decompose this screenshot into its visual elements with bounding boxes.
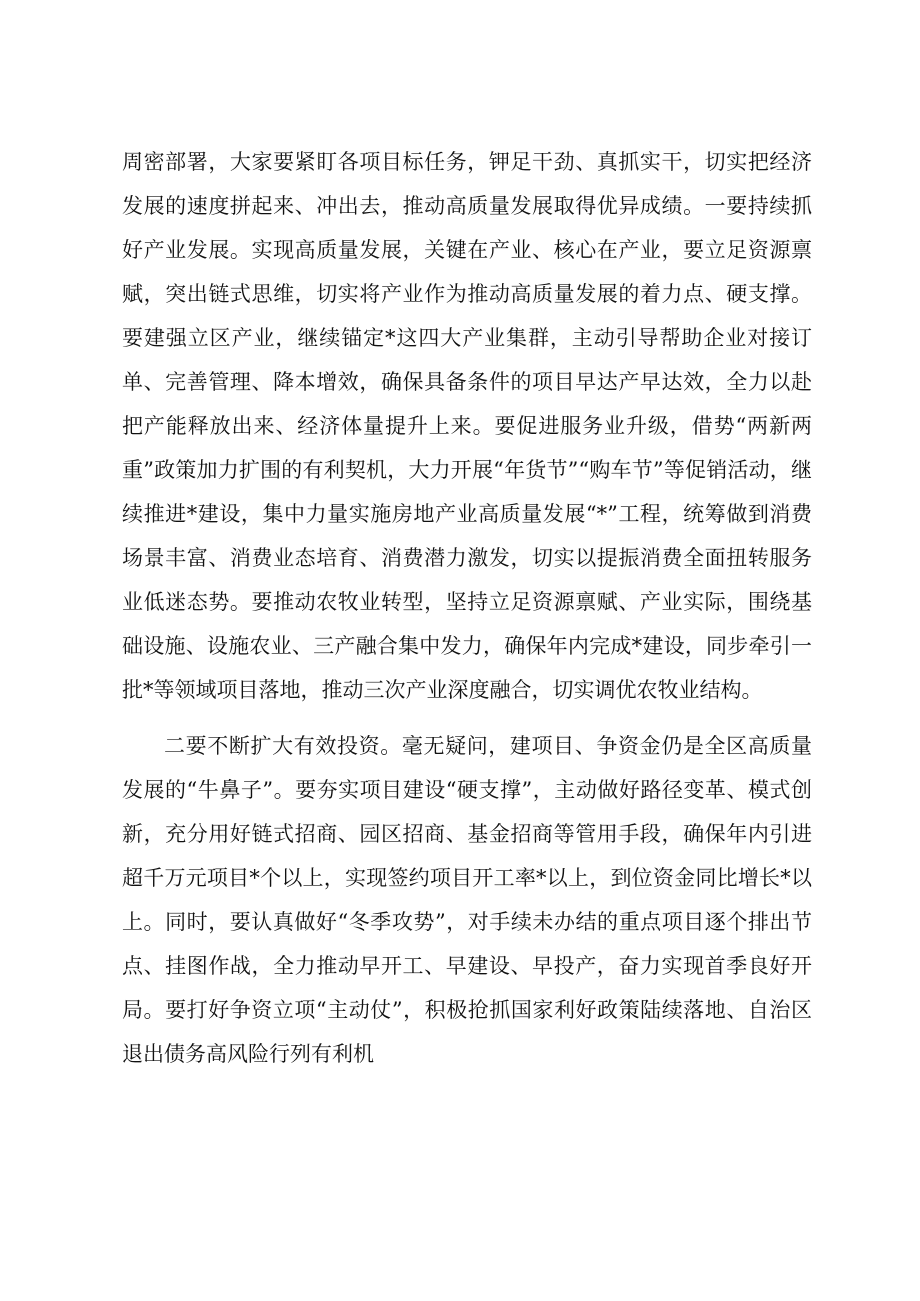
paragraph-effective-investment: 二要不断扩大有效投资。毫无疑问，建项目、争资金仍是全区高质量发展的“牛鼻子”。要夯实项目建设“硬支撑”，主动做好路径变革、模式创新，充分用好链式招商、园区招商、基金招商等管用手段，确保年内引进超千万元项目*个以上，实现签约项目开工率*以上，到位资金同比增长*以上。同时，要认真做好“冬季攻势”，对手续未办结的重点项目逐个排出节点、挂图作战，全力推动早开工、早建设、早投产，奋力实现首季良好开局。要打好争资立项“主动仗”，积极抢抓国家利好政策陆续落地、自治区退出债务高风险行列有利机 <box>122 734 812 1066</box>
paragraph-industry-development: 周密部署，大家要紧盯各项目标任务，钾足干劲、真抓实干，切实把经济发展的速度拼起来、冲出去，推动高质量发展取得优异成绩。一要持续抓好产业发展。实现高质量发展，关键在产业、核心在产业，要立足资源禀赋，突出链式思维，切实将产业作为推动高质量发展的着力点、硬支撑。要建强立区产业，继续锚定*这四大产业集群，主动引导帮助企业对接订单、完善管理、降本增效，确保具备条件的项目早达产早达效，全力以赴把产能释放出来、经济体量提升上来。要促进服务业升级，借势“两新两重”政策加力扩围的有利契机，大力开展“年货节”“购车节”等促销活动，继续推进*建设，集中力量实施房地产业高质量发展“*”工程，统筹做到消费场景丰富、消费业态培育、消费潜力激发，切实以提振消费全面扭转服务业低迷态势。要推动农牧业转型，坚持立足资源禀赋、产业实际，围绕基础设施、设施农业、三产融合集中发力，确保年内完成*建设，同步牵引一批*等领域项目落地，推动三次产业深度融合，切实调优农牧业结构。 <box>122 150 812 702</box>
document-body <box>122 140 812 1076</box>
